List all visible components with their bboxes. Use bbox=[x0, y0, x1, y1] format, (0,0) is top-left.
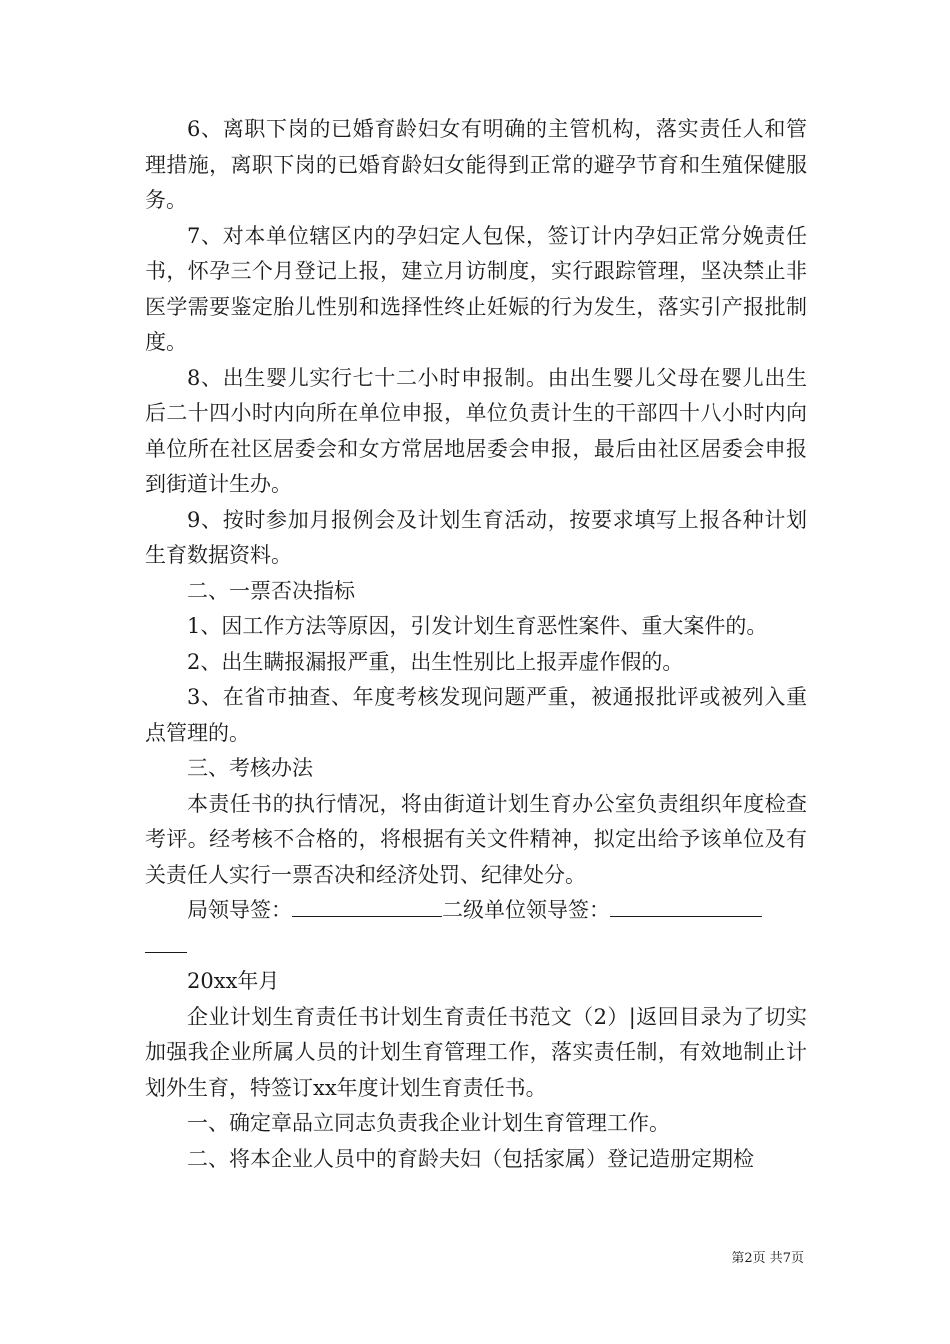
paragraph-item-6: 6、离职下岗的已婚育龄妇女有明确的主管机构，落实责任人和管理措施，离职下岗的已婚育龄妇女能得到正常的避孕节育和生殖保健服务。 bbox=[145, 117, 807, 212]
signature-line-continuation bbox=[145, 929, 807, 965]
signature-line bbox=[145, 893, 807, 929]
unit-leader-signature-label: 二级单位领导签： bbox=[442, 898, 610, 922]
paragraph-item-8: 8、出生婴儿实行七十二小时申报制。由出生婴儿父母在婴儿出生后二十四小时内向所在单位申报，单位负责计生的干部四十八小时内向单位所在社区居委会和女方常居地居委会申报，最后由社区居委会申报到街道计生办。 bbox=[145, 365, 807, 496]
paragraph-item-7: 7、对本单位辖区内的孕妇定人包保，签订计内孕妇正常分娩责任书，怀孕三个月登记上报，建立月访制度，实行跟踪管理，坚决禁止非医学需要鉴定胎儿性别和选择性终止妊娠的行为发生，落实引产报批制度。 bbox=[145, 223, 807, 354]
paragraph-item-9: 9、按时参加月报例会及计划生育活动，按要求填写上报各种计划生育数据资料。 bbox=[145, 507, 807, 567]
veto-item-2: 2、出生瞒报漏报严重，出生性别比上报弄虚作假的。 bbox=[187, 649, 684, 674]
assessment-paragraph: 本责任书的执行情况，将由街道计划生育办公室负责组织年度检查考评。经考核不合格的，将根据有关文件精神，拟定出给予该单位及有关责任人实行一票否决和经济处罚、纪律处分。 bbox=[145, 791, 807, 887]
date-line: 20xx年月 bbox=[187, 969, 280, 993]
veto-item-1: 1、因工作方法等原因，引发计划生育恶性案件、重大案件的。 bbox=[187, 614, 768, 638]
template-2-intro: 企业计划生育责任书计划生育责任书范文（2）|返回目录为了切实加强我企业所属人员的计划生育管理工作，落实责任制，有效地制止计划外生育，特签订xx年度计划生育责任书。 bbox=[145, 1004, 807, 1100]
bureau-leader-signature-label: 局领导签： bbox=[187, 898, 292, 922]
template-2-item-1: 一、确定章品立同志负责我企业计划生育管理工作。 bbox=[187, 1111, 670, 1135]
section-heading-veto: 二、一票否决指标 bbox=[187, 578, 355, 603]
unit-leader-signature-blank-continued bbox=[145, 930, 187, 953]
veto-item-3: 3、在省市抽查、年度考核发现问题严重，被通报批评或被列入重点管理的。 bbox=[145, 685, 807, 745]
document-body bbox=[145, 112, 807, 1177]
section-heading-assessment: 三、考核办法 bbox=[187, 756, 313, 780]
page-number-footer: 第2页 共7页 bbox=[731, 1251, 804, 1266]
template-2-item-2: 二、将本企业人员中的育龄夫妇（包括家属）登记造册定期检 bbox=[187, 1146, 754, 1171]
unit-leader-signature-blank bbox=[610, 894, 762, 917]
bureau-leader-signature-blank bbox=[292, 894, 442, 917]
